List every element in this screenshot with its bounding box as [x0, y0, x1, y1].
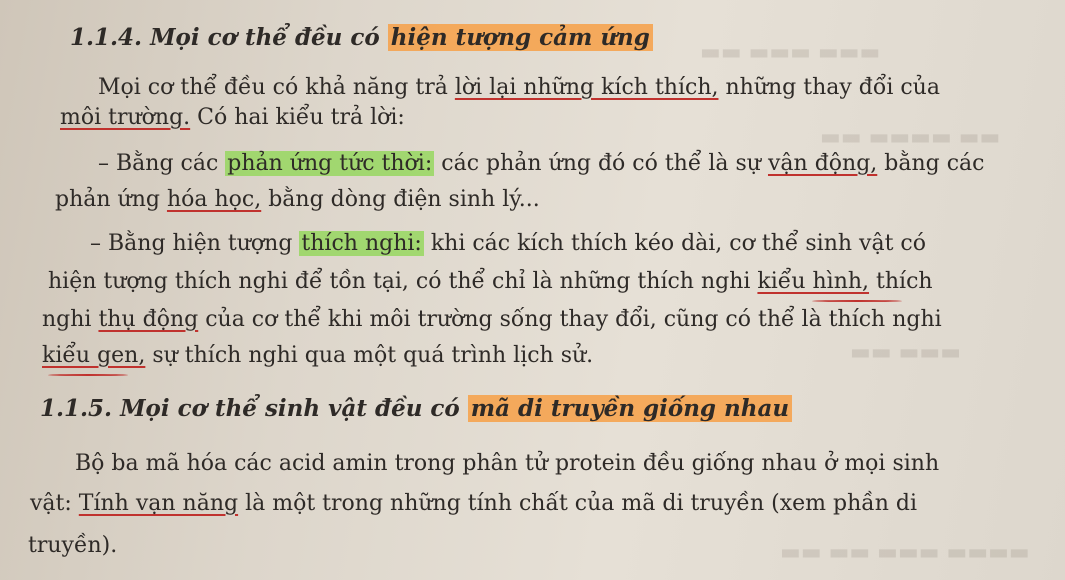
- text-span: của cơ thể khi môi trường sống thay đổi, cũng có thể là thích nghi: [198, 307, 942, 332]
- underlined-phrase: hóa học,: [166, 187, 262, 212]
- bullet-line: [48, 268, 933, 296]
- paragraph-line: [30, 490, 917, 518]
- bleed-through-text: ▬▬▬ ▬▬▬ ▬▬: [700, 40, 881, 65]
- underlined-phrase: môi trường.: [60, 105, 191, 130]
- paragraph-line: [75, 450, 939, 478]
- bleed-through-text: ▬▬▬▬ ▬▬▬ ▬▬ ▬▬: [780, 540, 1030, 565]
- text-span: bằng các: [877, 151, 985, 176]
- pen-stroke: [48, 374, 128, 376]
- heading-text: Mọi cơ thể sinh vật đều có: [120, 395, 468, 422]
- text-span: khi các kích thích kéo dài, cơ thể sinh vật có: [423, 231, 926, 256]
- text-span: phản ứng: [55, 187, 167, 212]
- text-span: Có hai kiểu trả lời:: [190, 105, 405, 130]
- text-span: hiện tượng thích nghi để tồn tại, có thể chỉ là những thích nghi: [48, 269, 758, 294]
- bullet-line: [42, 342, 593, 370]
- text-span: sự thích nghi qua một quá trình lịch sử.: [145, 343, 594, 368]
- heading-number: 1.1.4.: [70, 24, 143, 51]
- highlighted-term: mã di truyền giống nhau: [468, 395, 792, 422]
- bullet-line: [42, 306, 942, 334]
- text-span: Bộ ba mã hóa các acid amin trong phân tử protein đều giống nhau ở mọi sinh: [75, 451, 940, 476]
- text-span: bằng dòng điện sinh lý...: [261, 187, 540, 212]
- text-span: nghi: [42, 307, 99, 332]
- pen-stroke: [812, 300, 902, 302]
- highlighted-term: phản ứng tức thời:: [227, 151, 433, 176]
- bullet-line: [55, 186, 540, 214]
- bullet-line: [98, 150, 984, 178]
- bullet-line: [90, 230, 926, 258]
- text-span: những thay đổi của: [718, 75, 940, 100]
- highlighted-term: hiện tượng cảm ứng: [388, 24, 653, 51]
- paragraph-line: [28, 532, 117, 560]
- paragraph-line: [60, 104, 405, 132]
- highlighted-term: thích nghi:: [301, 231, 422, 256]
- heading-number: 1.1.5.: [40, 395, 113, 422]
- underlined-phrase: lời lại những kích thích,: [454, 75, 719, 100]
- text-span: các phản ứng đó có thể là sự: [434, 151, 768, 176]
- underlined-phrase: vận động,: [767, 151, 878, 176]
- underlined-phrase: thụ động: [98, 307, 199, 332]
- text-span: Mọi cơ thể đều có khả năng trả: [98, 75, 455, 100]
- text-span: là một trong những tính chất của mã di truyền (xem phần di: [238, 491, 917, 516]
- section-heading-1-1-5: [40, 395, 792, 423]
- underlined-phrase: kiểu hình,: [757, 269, 870, 294]
- text-span: thích: [869, 269, 933, 294]
- section-heading-1-1-4: [70, 24, 653, 52]
- bleed-through-text: ▬▬▬ ▬▬: [850, 340, 961, 365]
- bleed-through-text: ▬▬ ▬▬▬▬ ▬▬: [820, 125, 1001, 150]
- heading-text: Mọi cơ thể đều có: [150, 24, 388, 51]
- paragraph-line: [98, 74, 940, 102]
- text-span: – Bằng các: [98, 151, 226, 176]
- text-span: truyền).: [28, 533, 118, 558]
- text-span: vật:: [30, 491, 79, 516]
- text-span: – Bằng hiện tượng: [90, 231, 300, 256]
- underlined-phrase: kiểu gen,: [42, 343, 146, 368]
- underlined-phrase: Tính vạn năng: [78, 491, 239, 516]
